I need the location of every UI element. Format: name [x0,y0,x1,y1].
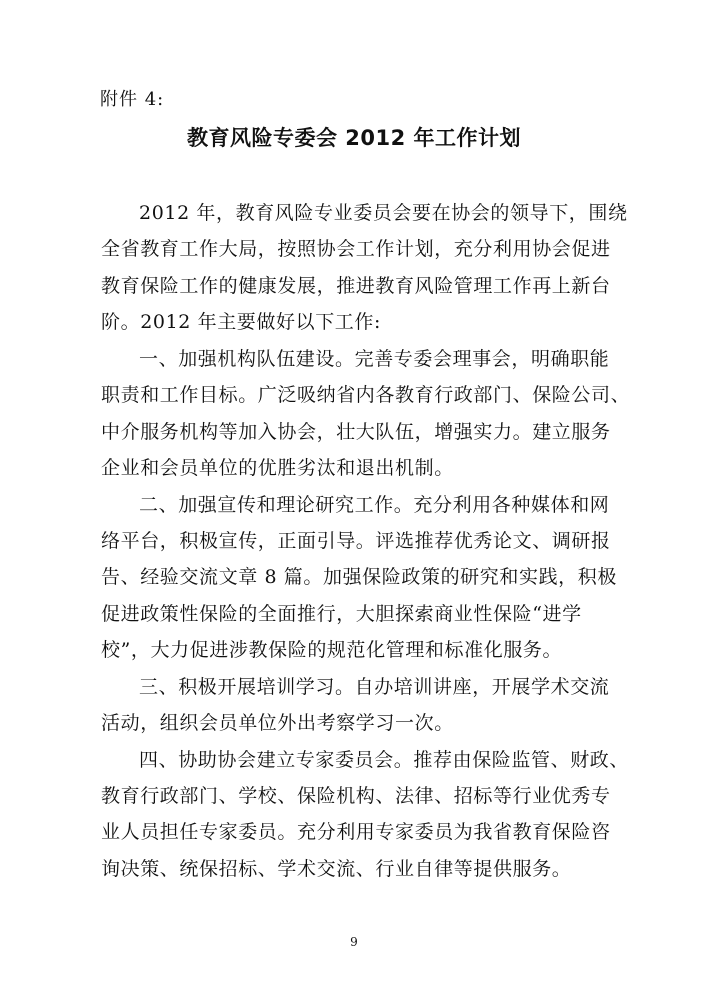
paragraph-intro [101,195,628,341]
paragraph-line: 教育行政部门、学校、保险机构、法律、招标等行业优秀专 [101,785,611,807]
paragraph-line: 三、积极开展培训学习。自办培训讲座，开展学术交流 [139,675,610,698]
paragraph-line: 告、经验交流文章 8 篇。加强保险政策的研究和实践，积极 [101,566,617,589]
paragraph-line: 络平台，积极宣传，正面引导。评选推荐优秀论文、调研报 [101,529,611,552]
paragraph-item-4 [101,742,630,888]
paragraph-line: 阶。2012 年主要做好以下工作: [101,311,381,334]
paragraph-line: 一、加强机构队伍建设。完善专委会理事会，明确职能 [139,347,610,370]
paragraph-item-2 [101,487,617,669]
paragraph-line: 四、协助协会建立专家委员会。推荐由保险监管、财政、 [139,748,630,771]
paragraph-line: 中介服务机构等加入协会，壮大队伍，增强实力。建立服务 [101,420,611,443]
paragraph-line: 教育保险工作的健康发展，推进教育风险管理工作再上新台 [101,274,611,297]
paragraph-line: 企业和会员单位的优胜劣汰和退出机制。 [101,457,454,480]
paragraph-line: 2012 年，教育风险专业委员会要在协会的领导下，围绕 [139,202,628,224]
paragraph-item-1 [101,341,631,487]
page-number: 9 [350,935,358,949]
paragraph-line: 活动，组织会员单位外出考察学习一次。 [101,712,454,735]
paragraph-line: 校”，大力促进涉教保险的规范化管理和标准化服务。 [101,639,563,662]
paragraph-line: 促进政策性保险的全面推行，大胆探索商业性保险“进学 [101,602,582,625]
paragraph-line: 全省教育工作大局，按照协会工作计划，充分利用协会促进 [101,238,611,261]
paragraph-line: 二、加强宣传和理论研究工作。充分利用各种媒体和网 [139,493,610,516]
paragraph-line: 业人员担任专家委员。充分利用专家委员为我省教育保险咨 [101,821,611,844]
paragraph-line: 职责和工作目标。广泛吸纳省内各教育行政部门、保险公司、 [101,384,631,407]
attachment-label: 附件 4: [100,89,165,110]
paragraph-line: 询决策、统保招标、学术交流、行业自律等提供服务。 [101,857,572,880]
document-title: 教育风险专委会 2012 年工作计划 [186,126,522,150]
document-body [101,195,631,887]
paragraph-item-3 [101,669,611,742]
